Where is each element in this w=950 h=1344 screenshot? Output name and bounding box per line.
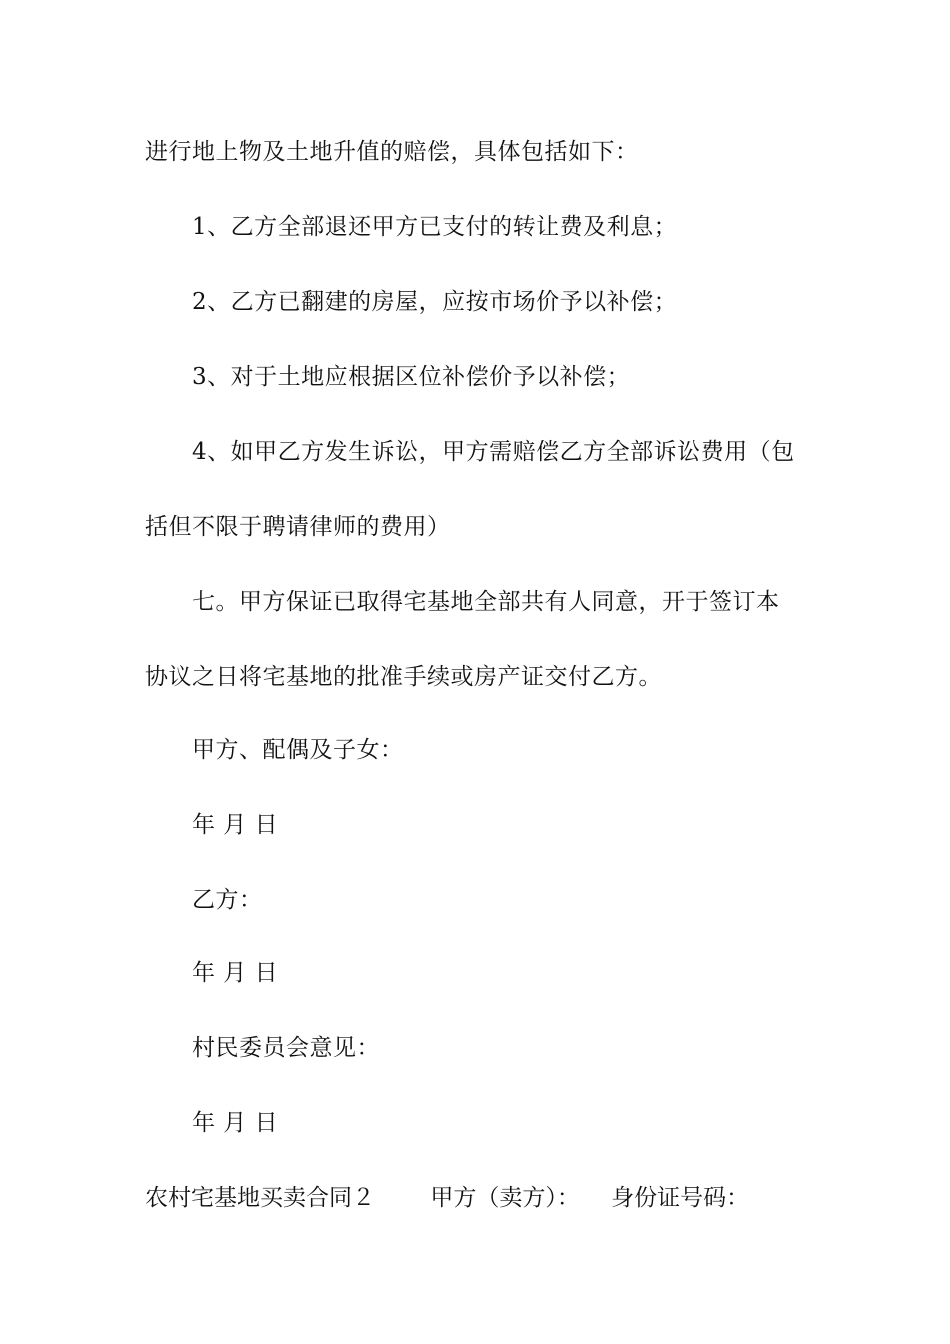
clause-seven-continued: 协议之日将宅基地的批准手续或房产证交付乙方。 [145, 664, 662, 690]
seller-label: 甲方（卖方）： [430, 1185, 580, 1211]
clause-item-1: 1、乙方全部退还甲方已支付的转让费及利息； [192, 214, 678, 240]
village-committee-opinion-label: 村民委员会意见： [192, 1035, 380, 1061]
party-b-date: 年 月 日 [192, 960, 279, 986]
party-a-signature-label: 甲方、配偶及子女： [192, 737, 404, 763]
next-contract-header [145, 1183, 825, 1213]
clause-item-2: 2、乙方已翻建的房屋，应按市场价予以补偿； [192, 289, 678, 315]
paragraph-intro: 进行地上物及土地升值的赔偿，具体包括如下： [145, 139, 639, 165]
clause-item-3: 3、对于土地应根据区位补偿价予以补偿； [192, 364, 631, 390]
clause-item-4-continued: 括但不限于聘请律师的费用） [145, 514, 451, 540]
contract-title: 农村宅基地买卖合同２ [145, 1185, 375, 1211]
party-a-date: 年 月 日 [192, 812, 279, 838]
clause-seven: 七。甲方保证已取得宅基地全部共有人同意，开于签订本 [192, 589, 780, 615]
village-committee-date: 年 月 日 [192, 1110, 279, 1136]
id-number-label: 身份证号码： [611, 1185, 750, 1211]
clause-item-4: 4、如甲乙方发生诉讼，甲方需赔偿乙方全部诉讼费用（包 [192, 439, 795, 465]
party-b-signature-label: 乙方： [192, 887, 263, 913]
